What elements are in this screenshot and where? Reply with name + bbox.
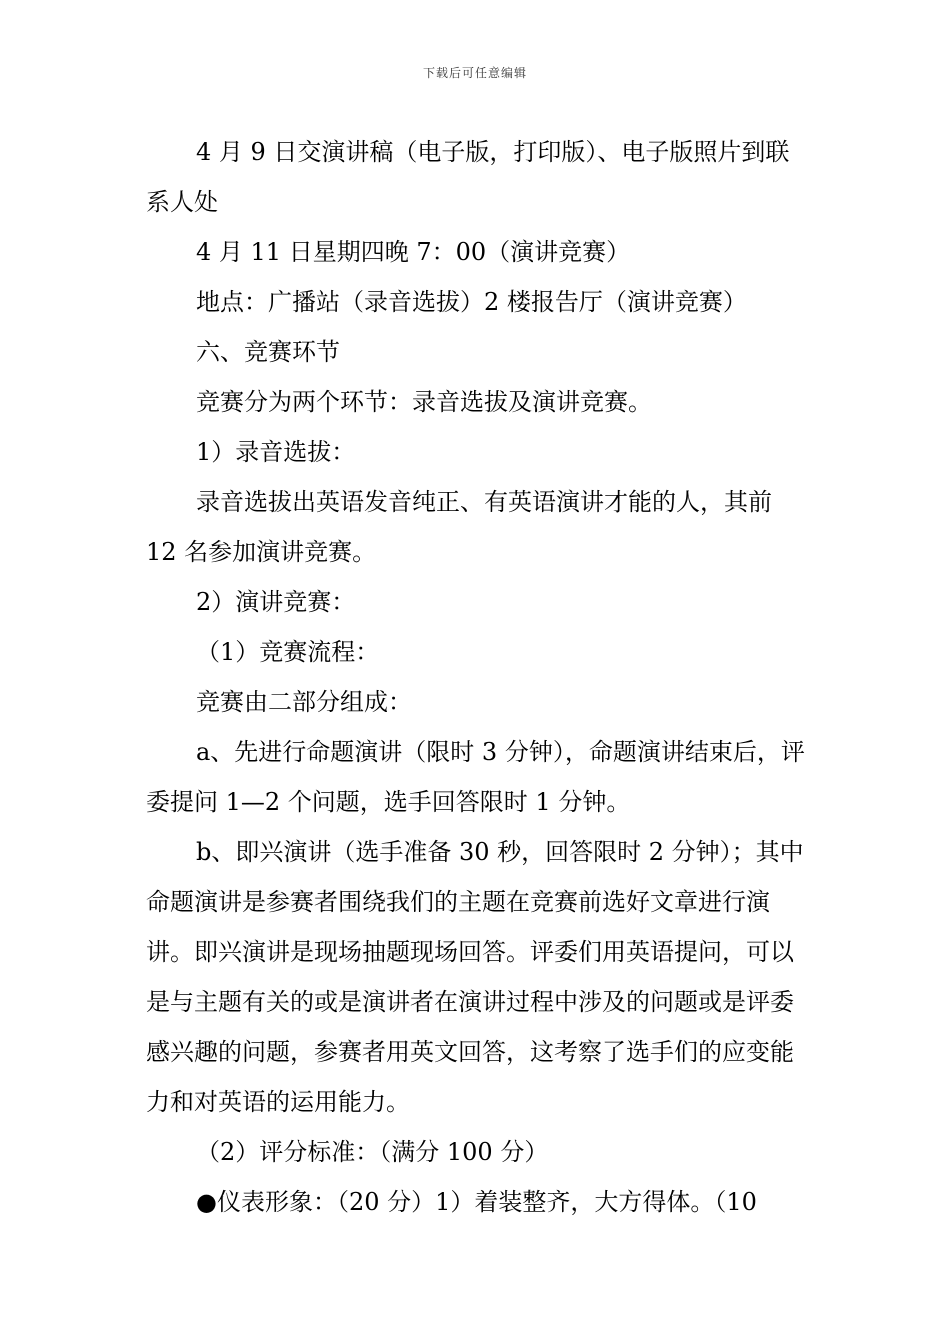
- paragraph-submission-deadline: 4 月 9 日交演讲稿（电子版，打印版）、电子版照片到联系人处: [146, 138, 790, 216]
- subheading-scoring-criteria: （2）评分标准：（满分 100 分）: [196, 1138, 549, 1166]
- paragraph-location: 地点：广播站（录音选拔）2 楼报告厅（演讲竞赛）: [196, 288, 747, 316]
- paragraph-stages-overview: 竞赛分为两个环节：录音选拔及演讲竞赛。: [196, 388, 652, 416]
- section-heading-competition-stages: 六、竞赛环节: [196, 338, 340, 366]
- paragraph-contest-parts: 竞赛由二部分组成：: [196, 688, 412, 716]
- paragraph-appearance-criteria: [146, 1177, 810, 1227]
- page-header: 下载后可任意编辑: [422, 66, 527, 80]
- paragraph-part-b: b、即兴演讲（选手准备 30 秒，回答限时 2 分钟）；其中命题演讲是参赛者围绕我们的主题在竞赛前选好文章进行演讲。即兴演讲是现场抽题现场回答。评委们用英语提问，可以是与主题有关的或是演讲者在演讲过程中涉及的问题或是评委感兴趣的问题，参赛者用英文回答，这考察了选手们的应变能力和对英语的运用能力。: [146, 838, 804, 1116]
- subheading-contest-process: （1）竞赛流程：: [196, 638, 380, 666]
- paragraph-recording-selection: 录音选拔出英语发音纯正、有英语演讲才能的人，其前 12 名参加演讲竞赛。: [146, 488, 772, 566]
- paragraph-competition-time: 4 月 11 日星期四晚 7：00（演讲竞赛）: [196, 238, 631, 266]
- subheading-recording-selection: 1）录音选拔：: [196, 438, 356, 466]
- bullet-icon: ●: [196, 1188, 217, 1216]
- subheading-speech-contest: 2）演讲竞赛：: [196, 588, 356, 616]
- document-body: [146, 127, 810, 1227]
- paragraph-part-a: a、先进行命题演讲（限时 3 分钟），命题演讲结束后，评委提问 1—2 个问题，选手回答限时 1 分钟。: [146, 738, 805, 816]
- appearance-criteria-text: 仪表形象：（20 分）1）着装整齐，大方得体。（10: [216, 1188, 757, 1216]
